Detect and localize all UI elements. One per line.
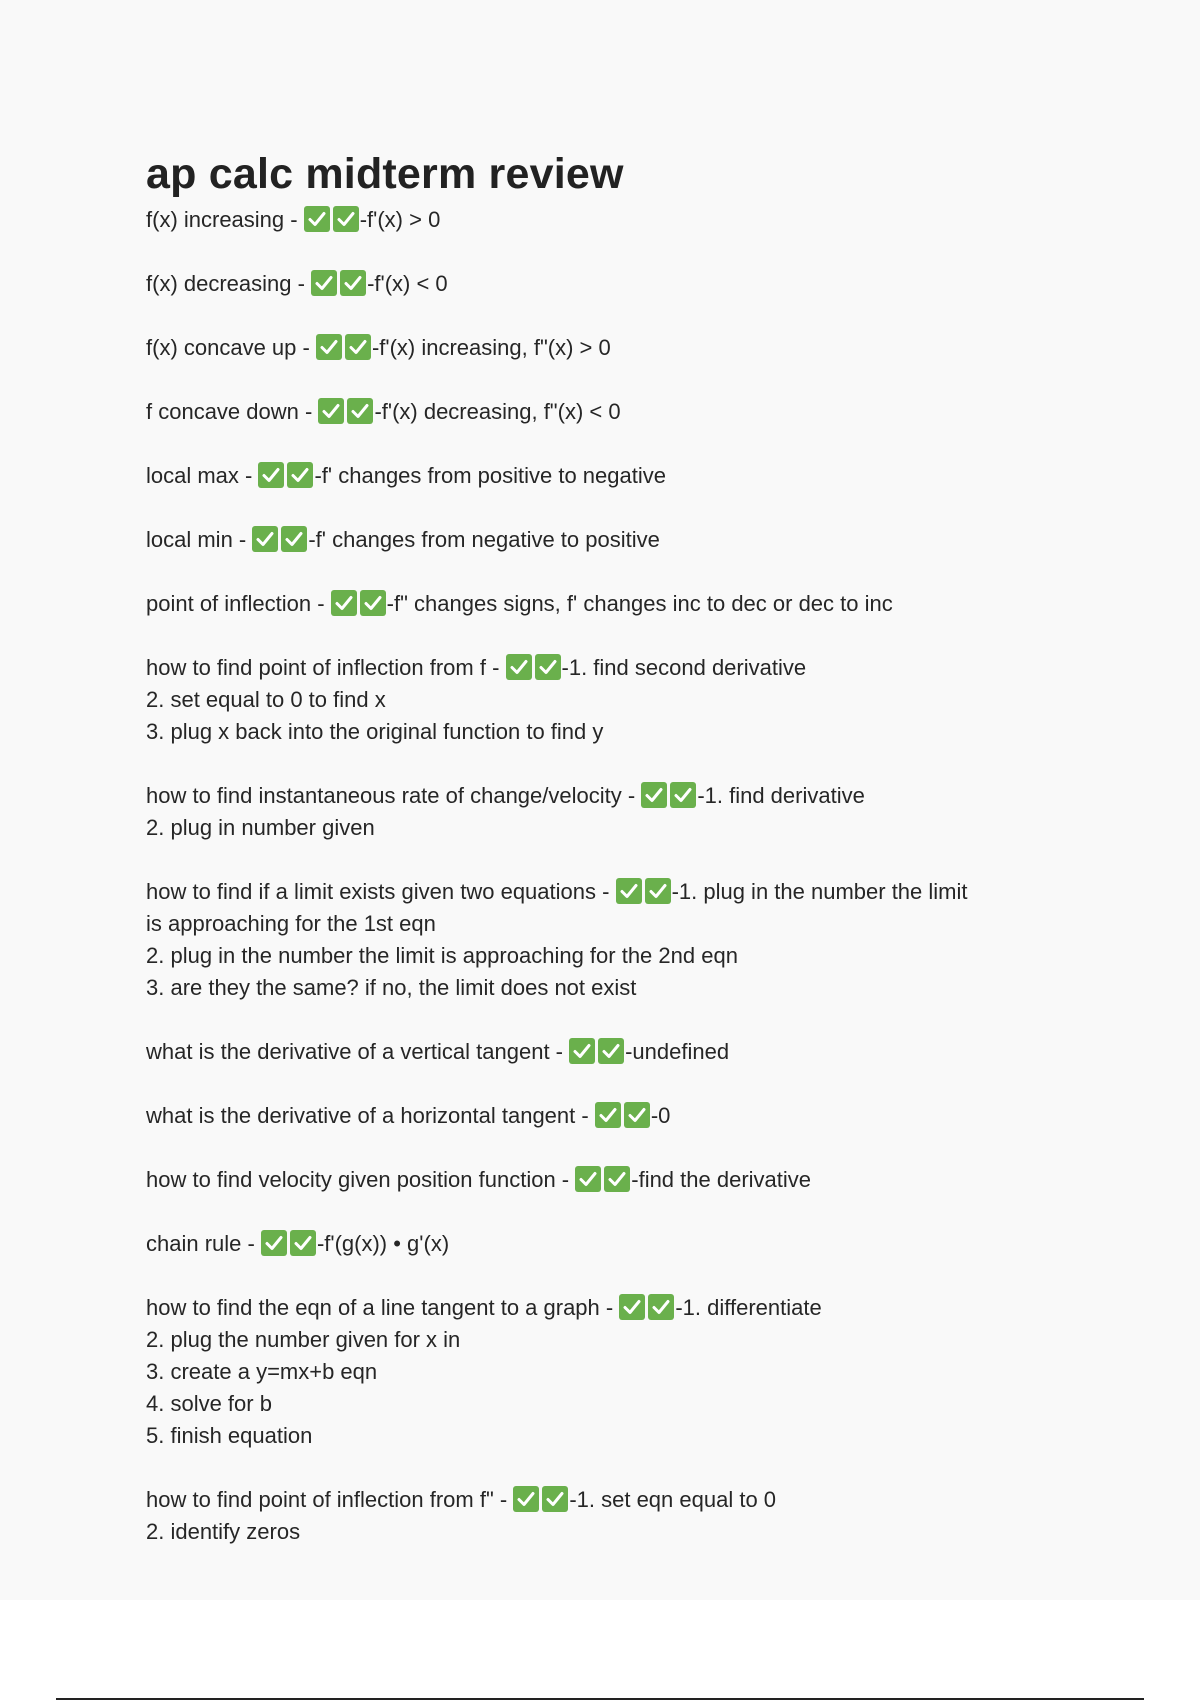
- flashcard-definition-line: 3. are they the same? if no, the limit does not exist: [146, 975, 637, 1000]
- flashcard-definition-line: is approaching for the 1st eqn: [146, 911, 436, 936]
- flashcard-definition: -f'(g(x)) • g'(x): [316, 1231, 450, 1256]
- flashcard-term: how to find instantaneous rate of change/velocity -: [146, 783, 642, 808]
- check-mark-icon: [331, 590, 357, 616]
- flashcard-definition: -1. set eqn equal to 0: [569, 1487, 777, 1512]
- flashcard-definition-line: 2. plug in the number the limit is approaching for the 2nd eqn: [146, 943, 738, 968]
- check-mark-icon: [318, 398, 344, 424]
- flashcard-definition: -f'(x) < 0: [367, 271, 448, 296]
- flashcard: [146, 268, 1086, 300]
- flashcard-definition: -f'(x) increasing, f"(x) > 0: [371, 335, 611, 360]
- flashcard-definition: -1. plug in the number the limit: [671, 879, 968, 904]
- check-mark-icon: [513, 1486, 539, 1512]
- flashcard-definition-line: 3. create a y=mx+b eqn: [146, 1359, 378, 1384]
- flashcard-definition: -1. find second derivative: [561, 655, 807, 680]
- check-mark-icon: [290, 1230, 316, 1256]
- flashcard-definition-line: 2. plug the number given for x in: [146, 1327, 461, 1352]
- check-mark-icon: [535, 654, 561, 680]
- flashcard: [146, 396, 1086, 428]
- check-mark-icon: [604, 1166, 630, 1192]
- flashcard-definition: -f' changes from negative to positive: [308, 527, 660, 552]
- flashcard-term: what is the derivative of a vertical tangent -: [146, 1039, 570, 1064]
- flashcard-first-line: [146, 1036, 1086, 1068]
- flashcard: [146, 1036, 1086, 1068]
- flashcard: [146, 1292, 1086, 1452]
- flashcard-list: [146, 204, 1086, 1548]
- flashcard-first-line: [146, 652, 1086, 684]
- flashcard: [146, 1164, 1086, 1196]
- flashcard: [146, 588, 1086, 620]
- flashcard-term: chain rule -: [146, 1231, 261, 1256]
- flashcard-term: what is the derivative of a horizontal tangent -: [146, 1103, 595, 1128]
- check-mark-icon: [619, 1294, 645, 1320]
- flashcard: [146, 1228, 1086, 1260]
- check-mark-icon: [598, 1038, 624, 1064]
- flashcard-term: local max -: [146, 463, 259, 488]
- flashcard-definition-line: 3. plug x back into the original function to find y: [146, 719, 604, 744]
- flashcard-definition: -f" changes signs, f' changes inc to dec or dec to inc: [386, 591, 893, 616]
- check-mark-icon: [333, 206, 359, 232]
- flashcard: [146, 780, 1086, 844]
- flashcard-definition: -find the derivative: [631, 1167, 812, 1192]
- check-mark-icon: [347, 398, 373, 424]
- flashcard-term: how to find point of inflection from f -: [146, 655, 506, 680]
- check-mark-icon: [252, 526, 278, 552]
- flashcard-first-line: [146, 268, 1086, 300]
- flashcard-definition: -1. differentiate: [675, 1295, 822, 1320]
- check-mark-icon: [569, 1038, 595, 1064]
- check-mark-icon: [506, 654, 532, 680]
- check-mark-icon: [316, 334, 342, 360]
- flashcard-term: f concave down -: [146, 399, 319, 424]
- check-mark-icon: [641, 782, 667, 808]
- check-mark-icon: [304, 206, 330, 232]
- check-mark-icon: [261, 1230, 287, 1256]
- check-mark-icon: [340, 270, 366, 296]
- check-mark-icon: [345, 334, 371, 360]
- flashcard-first-line: [146, 396, 1086, 428]
- flashcard-term: local min -: [146, 527, 253, 552]
- flashcard-definition-line: 4. solve for b: [146, 1391, 272, 1416]
- check-mark-icon: [670, 782, 696, 808]
- flashcard: [146, 876, 1086, 1004]
- check-mark-icon: [311, 270, 337, 296]
- flashcard-definition: -1. find derivative: [697, 783, 865, 808]
- flashcard-term: f(x) increasing -: [146, 207, 304, 232]
- flashcard-term: f(x) concave up -: [146, 335, 316, 360]
- flashcard-first-line: [146, 524, 1086, 556]
- flashcard-definition: -f'(x) > 0: [359, 207, 441, 232]
- flashcard-first-line: [146, 1292, 1086, 1324]
- flashcard-definition-line: 2. plug in number given: [146, 815, 375, 840]
- check-mark-icon: [616, 878, 642, 904]
- check-mark-icon: [281, 526, 307, 552]
- flashcard-first-line: [146, 332, 1086, 364]
- flashcard-term: how to find point of inflection from f" -: [146, 1487, 514, 1512]
- check-mark-icon: [258, 462, 284, 488]
- flashcard-term: how to find if a limit exists given two equations -: [146, 879, 616, 904]
- flashcard: [146, 460, 1086, 492]
- flashcard: [146, 1484, 1086, 1548]
- flashcard-first-line: [146, 1100, 1086, 1132]
- flashcard-term: how to find velocity given position function -: [146, 1167, 576, 1192]
- flashcard-definition: -undefined: [625, 1039, 730, 1064]
- flashcard-definition: -f' changes from positive to negative: [314, 463, 666, 488]
- flashcard-term: point of inflection -: [146, 591, 331, 616]
- flashcard-first-line: [146, 780, 1086, 812]
- check-mark-icon: [595, 1102, 621, 1128]
- flashcard-first-line: [146, 876, 1086, 908]
- check-mark-icon: [645, 878, 671, 904]
- flashcard-term: how to find the eqn of a line tangent to a graph -: [146, 1295, 620, 1320]
- check-mark-icon: [360, 590, 386, 616]
- flashcard-definition-line: 2. set equal to 0 to find x: [146, 687, 386, 712]
- flashcard-definition-line: 5. finish equation: [146, 1423, 313, 1448]
- flashcard: [146, 1100, 1086, 1132]
- flashcard-first-line: [146, 1228, 1086, 1260]
- check-mark-icon: [624, 1102, 650, 1128]
- check-mark-icon: [648, 1294, 674, 1320]
- flashcard: [146, 204, 1086, 236]
- check-mark-icon: [287, 462, 313, 488]
- document-content: [146, 148, 1086, 1580]
- flashcard-first-line: [146, 460, 1086, 492]
- flashcard-first-line: [146, 588, 1086, 620]
- flashcard-definition: -0: [650, 1103, 671, 1128]
- check-mark-icon: [542, 1486, 568, 1512]
- flashcard: [146, 524, 1086, 556]
- flashcard-definition: -f'(x) decreasing, f"(x) < 0: [374, 399, 621, 424]
- flashcard: [146, 652, 1086, 748]
- flashcard-first-line: [146, 1484, 1086, 1516]
- flashcard-first-line: [146, 1164, 1086, 1196]
- check-mark-icon: [575, 1166, 601, 1192]
- flashcard: [146, 332, 1086, 364]
- flashcard-first-line: [146, 204, 1086, 236]
- document-title: ap calc midterm review: [146, 150, 624, 198]
- flashcard-term: f(x) decreasing -: [146, 271, 312, 296]
- flashcard-definition-line: 2. identify zeros: [146, 1519, 301, 1544]
